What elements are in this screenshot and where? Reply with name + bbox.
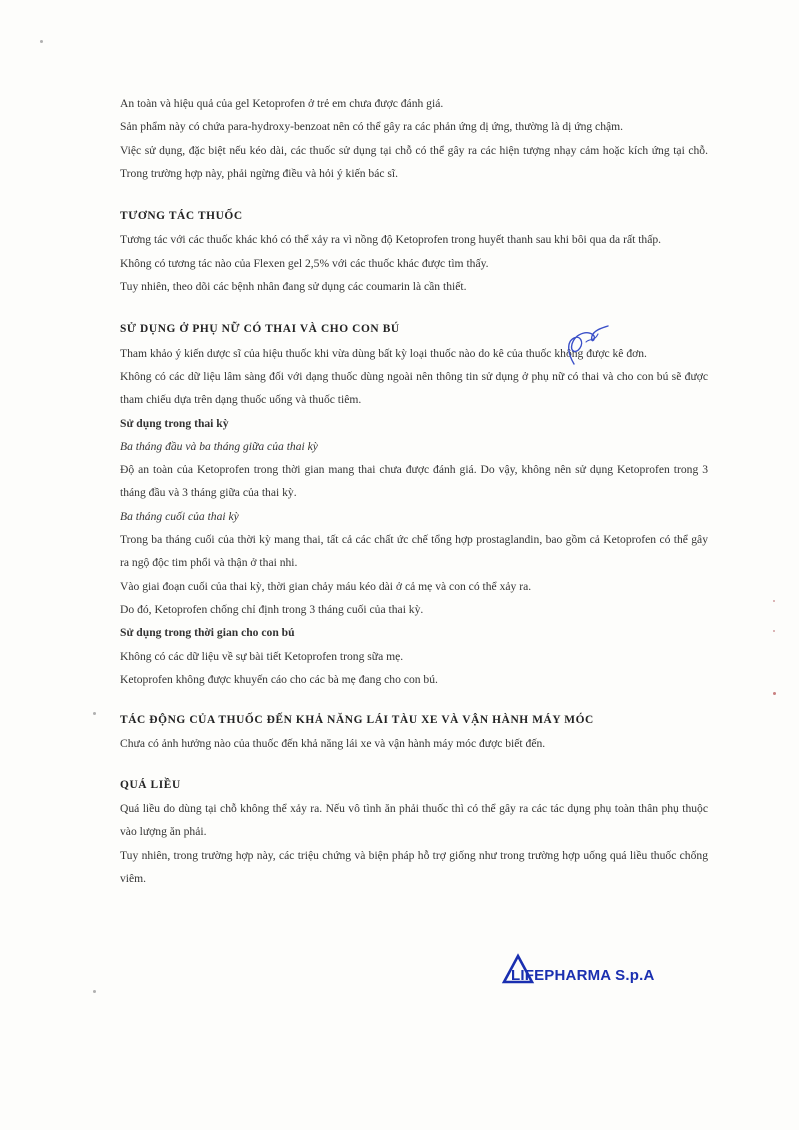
driving-paragraph: Chưa có ảnh hưởng nào của thuốc đến khả năng lái xe và vận hành máy móc được biết đến. — [120, 737, 546, 751]
scan-speck — [40, 40, 43, 43]
overdose-paragraph-2: Tuy nhiên, trong trường hợp này, các triệu chứng và biện pháp hỗ trợ giống như trong trường hợp uống quá liều thuốc chống viêm. — [120, 848, 708, 885]
intro-paragraph-3: Việc sử dụng, đặc biệt nếu kéo dài, các thuốc sử dụng tại chỗ có thể gây ra các hiện tượng nhạy cảm hoặc kích ứng tại chỗ. Trong trường hợp này, phải ngừng điều và hỏi ý kiến bác sĩ. — [120, 143, 708, 180]
first-trimesters-paragraph: Độ an toàn của Ketoprofen trong thời gian mang thai chưa được đánh giá. Do vậy, không nên sử dụng Ketoprofen trong 3 tháng đầu và 3 tháng giữa của thai kỳ. — [120, 463, 708, 500]
overdose-heading: QUÁ LIỀU — [120, 778, 181, 791]
pregnancy-subheading: Sử dụng trong thai kỳ — [120, 416, 229, 430]
scan-speck — [773, 630, 775, 632]
last-trimester-paragraph-1: Trong ba tháng cuối của thời kỳ mang thai, tất cả các chất ức chế tổng hợp prostaglandin, bao gồm cả Ketoprofen có thể gây ra ngộ độc tim phổi và thận ở thai nhi. — [120, 533, 708, 570]
logo-text: LIFEPHARMA S.p.A — [511, 967, 655, 984]
interactions-heading: TƯƠNG TÁC THUỐC — [120, 210, 243, 223]
pregnancy-heading: SỬ DỤNG Ở PHỤ NỮ CÓ THAI VÀ CHO CON BÚ — [120, 323, 400, 336]
driving-heading: TÁC ĐỘNG CỦA THUỐC ĐẾN KHẢ NĂNG LÁI TÀU XE VÀ VẬN HÀNH MÁY MÓC — [120, 714, 594, 727]
breastfeeding-paragraph-1: Không có các dữ liệu về sự bài tiết Ketoprofen trong sữa mẹ. — [120, 649, 404, 663]
interactions-paragraph-1: Tương tác với các thuốc khác khó có thể xảy ra vì nồng độ Ketoprofen trong huyết thanh sau khi bôi qua da rất thấp. — [120, 233, 662, 247]
scan-speck — [93, 712, 96, 715]
scan-speck — [773, 692, 776, 695]
scan-speck — [93, 990, 96, 993]
breastfeeding-subheading: Sử dụng trong thời gian cho con bú — [120, 626, 295, 640]
scan-speck — [773, 600, 775, 602]
interactions-paragraph-2: Không có tương tác nào của Flexen gel 2,5% với các thuốc khác được tìm thấy. — [120, 256, 489, 270]
pregnancy-paragraph-2: Không có các dữ liệu lâm sàng đối với dạng thuốc dùng ngoài nên thông tin sử dụng ở phụ nữ có thai và cho con bú sẽ được tham chiếu dựa trên dạng thuốc uống và thuốc tiêm. — [120, 369, 708, 407]
document-body — [120, 92, 708, 890]
overdose-paragraph-1: Quá liều do dùng tại chỗ không thể xảy ra. Nếu vô tình ăn phải thuốc thì có thể gây ra các tác dụng phụ toàn thân phụ thuộc vào lượng ăn phải. — [120, 802, 708, 839]
intro-paragraph-2: Sản phẩm này có chứa para-hydroxy-benzoat nên có thể gây ra các phản ứng dị ứng, thường là dị ứng chậm. — [120, 120, 624, 134]
intro-paragraph-1: An toàn và hiệu quả của gel Ketoprofen ở trẻ em chưa được đánh giá. — [120, 97, 444, 110]
handwritten-signature-icon — [560, 324, 620, 373]
lifepharma-logo — [500, 952, 680, 988]
last-trimester-paragraph-3: Do đó, Ketoprofen chống chỉ định trong 3 tháng cuối của thai kỳ. — [120, 602, 424, 616]
last-trimester-label: Ba tháng cuối của thai kỳ — [120, 509, 239, 523]
last-trimester-paragraph-2: Vào giai đoạn cuối của thai kỳ, thời gian chảy máu kéo dài ở cả mẹ và con có thể xảy ra. — [120, 579, 532, 593]
pregnancy-paragraph-1: Tham khảo ý kiến dược sĩ của hiệu thuốc khi vừa dùng bất kỳ loại thuốc nào do kê của thuốc không được kê đơn. — [120, 346, 647, 360]
breastfeeding-paragraph-2: Ketoprofen không được khuyến cáo cho các bà mẹ đang cho con bú. — [120, 672, 438, 686]
interactions-paragraph-3: Tuy nhiên, theo dõi các bệnh nhân đang sử dụng các coumarin là cần thiết. — [120, 280, 467, 294]
first-trimesters-label: Ba tháng đầu và ba tháng giữa của thai kỳ — [120, 439, 318, 453]
